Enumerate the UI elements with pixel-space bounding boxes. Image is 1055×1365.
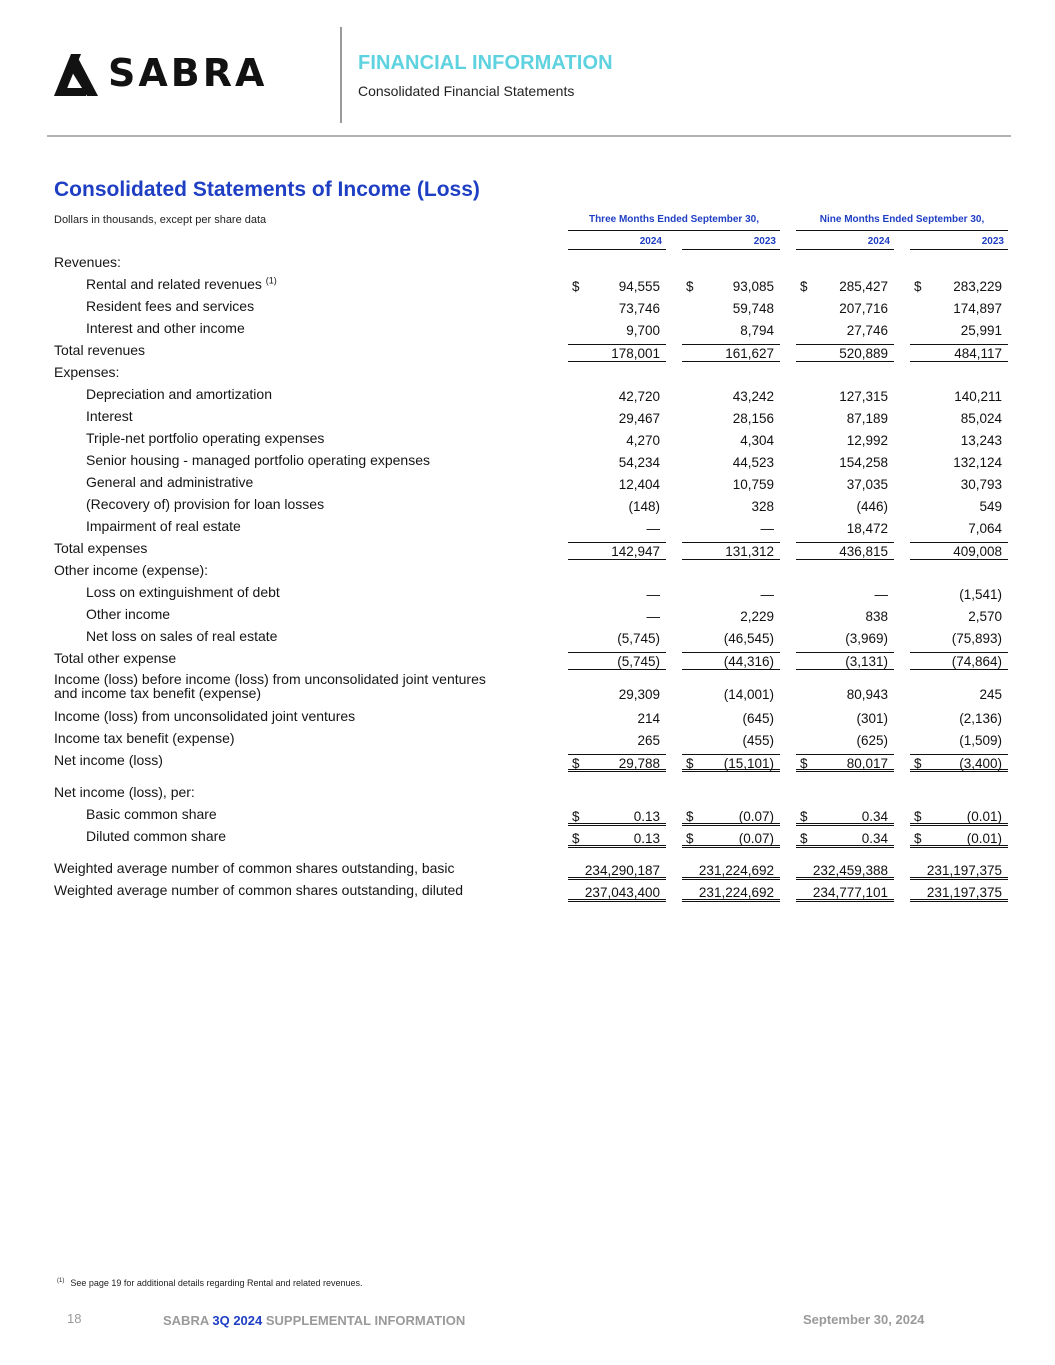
value-cell: $ 0.34 [796,808,894,826]
value-cell: (446) [856,499,888,514]
units-note: Dollars in thousands, except per share data [54,214,267,226]
value-cell: 132,124 [953,455,1002,470]
table-row [0,472,1055,494]
value-cell: 265 [637,733,660,748]
value-cell: (455) [742,733,774,748]
currency-symbol: $ [800,279,808,294]
value-cell: 37,035 [846,477,888,492]
row-label: Impairment of real estate [86,518,241,534]
page-number: 18 [67,1311,82,1326]
currency-symbol: $ [686,756,694,771]
value-cell: 13,243 [960,433,1002,448]
value-cell: $ (0.07) [682,830,780,848]
value-cell: 231,197,375 [910,884,1008,902]
year-header: 2023 [682,236,780,250]
table-row [0,362,1055,384]
table-row [0,826,1055,848]
value-cell: 43,242 [732,389,774,404]
year-header: 2024 [568,236,666,250]
value-cell: — [874,587,888,602]
row-label: Rental and related revenues $^{(1)}$ [86,275,277,292]
value-cell: 234,290,187 [568,862,666,880]
table-row [0,672,1055,706]
value-cell: $ (0.01) [910,830,1008,848]
table-row [0,340,1055,362]
value-cell: 142,947 [568,542,666,560]
three-months-header: Three Months Ended September 30, [568,214,780,231]
value-cell: $ 285,427 [800,279,888,294]
row-label: Total other expense [54,650,177,666]
value-cell: $ 0.34 [796,830,894,848]
value-cell: 28,156 [732,411,774,426]
table-row [0,384,1055,406]
footnote-marker: (1) [57,1278,65,1284]
value-cell: 29,467 [618,411,660,426]
table-row [0,604,1055,626]
currency-symbol: $ [572,756,580,771]
value-cell: 231,224,692 [682,884,780,902]
currency-symbol: $ [914,809,922,824]
currency-symbol: $ [572,279,580,294]
value-cell: (148) [628,499,660,514]
value-cell: 87,189 [846,411,888,426]
value-cell: $ 283,229 [914,279,1002,294]
value-cell: 59,748 [732,301,774,316]
value-cell: 436,815 [796,542,894,560]
table-row [0,450,1055,472]
row-label: Other income (expense): [54,562,209,578]
currency-symbol: $ [572,831,580,846]
footer-brand: SABRA 3Q 2024 SUPPLEMENTAL INFORMATION [163,1313,466,1328]
currency-symbol: $ [572,809,580,824]
value-cell: 549 [979,499,1002,514]
value-cell: (301) [856,711,888,726]
value-cell: 245 [979,687,1002,702]
value-cell: $ (0.01) [910,808,1008,826]
row-label: General and administrative [86,474,254,490]
value-cell: 85,024 [960,411,1002,426]
value-cell: (625) [856,733,888,748]
value-cell: (5,745) [568,652,666,670]
row-label: Revenues: [54,254,121,270]
value-cell: 231,224,692 [682,862,780,880]
table-row [0,880,1055,902]
value-cell: 8,794 [740,323,774,338]
value-cell: 409,008 [910,542,1008,560]
footnote: $^{(1)}$ See page 19 for additional details regarding Rental and related revenues. [57,1278,363,1288]
footer-date: September 30, 2024 [803,1312,925,1327]
value-cell: — [760,521,774,536]
section-subtitle: Consolidated Financial Statements [358,83,575,99]
currency-symbol: $ [914,831,922,846]
row-label: Basic common share [86,806,217,822]
value-cell: 12,404 [618,477,660,492]
nine-months-header: Nine Months Ended September 30, [796,214,1008,231]
row-label: Diluted common share [86,828,227,844]
table-row [0,728,1055,750]
table-row [0,274,1055,296]
value-cell: (46,545) [723,631,774,646]
table-row [0,804,1055,826]
value-cell: (44,316) [682,652,780,670]
year-header: 2024 [796,236,894,250]
value-cell: 27,746 [846,323,888,338]
section-title: FINANCIAL INFORMATION [358,52,613,74]
value-cell: 214 [637,711,660,726]
value-cell: 232,459,388 [796,862,894,880]
value-cell: (3,969) [845,631,888,646]
value-cell: 12,992 [846,433,888,448]
table-row [0,648,1055,670]
row-label: Income (loss) from unconsolidated joint ventures [54,708,356,724]
value-cell: 140,211 [954,389,1002,404]
value-cell: (75,893) [951,631,1002,646]
value-cell: 127,315 [839,389,888,404]
table-row [0,428,1055,450]
row-label: Total revenues [54,342,146,358]
table-row [0,296,1055,318]
currency-symbol: $ [686,831,694,846]
value-cell: 131,312 [682,542,780,560]
value-cell: 178,001 [568,344,666,362]
table-row [0,318,1055,340]
value-cell: 2,229 [740,609,774,624]
header-divider [340,27,342,123]
currency-symbol: $ [800,756,808,771]
table-row [0,706,1055,728]
currency-symbol: $ [686,809,694,824]
row-label: Net income (loss), per: [54,784,195,800]
value-cell: 80,943 [846,687,888,702]
value-cell: 42,720 [618,389,660,404]
value-cell: 237,043,400 [568,884,666,902]
row-label: Net income (loss) [54,752,163,768]
table-row [0,750,1055,772]
row-label: Depreciation and amortization [86,386,272,402]
row-label: Resident fees and services [86,298,255,314]
value-cell: 174,897 [953,301,1002,316]
value-cell: 4,304 [740,433,774,448]
sabra-logo-mark [52,50,106,98]
value-cell: 7,064 [968,521,1002,536]
table-row [0,494,1055,516]
value-cell: 10,759 [732,477,774,492]
currency-symbol: $ [800,831,808,846]
value-cell: — [646,587,660,602]
row-label: (Recovery of) provision for loan losses [86,496,325,512]
value-cell: $ 94,555 [572,279,660,294]
value-cell: — [646,521,660,536]
row-label: Total expenses [54,540,148,556]
footnote-marker: (1) [265,275,277,286]
row-label: Expenses: [54,364,120,380]
row-label: Loss on extinguishment of debt [86,584,280,600]
currency-symbol: $ [914,756,922,771]
value-cell: (1,541) [959,587,1002,602]
row-label: Net loss on sales of real estate [86,628,278,644]
header-rule [47,135,1011,137]
value-cell: 54,234 [618,455,660,470]
value-cell: (74,864) [910,652,1008,670]
row-label: Senior housing - managed portfolio operating expenses [86,452,431,468]
value-cell: — [646,609,660,624]
value-cell: (3,131) [796,652,894,670]
table-row [0,782,1055,804]
value-cell: 25,991 [960,323,1002,338]
table-row [0,560,1055,582]
value-cell: (645) [742,711,774,726]
value-cell: 18,472 [846,521,888,536]
currency-symbol: $ [914,279,922,294]
row-label: Income (loss) before income (loss) from unconsolidated joint ventures and income tax benefit (expense) [54,671,486,701]
table-row [0,626,1055,648]
table-row [0,252,1055,274]
value-cell: $ 29,788 [568,754,666,772]
currency-symbol: $ [686,279,694,294]
value-cell: 520,889 [796,344,894,362]
row-label: Interest [86,408,133,424]
row-label: Triple-net portfolio operating expenses [86,430,325,446]
row-label: Weighted average number of common shares outstanding, basic [54,860,455,876]
value-cell: 207,716 [839,301,888,316]
value-cell: 9,700 [626,323,660,338]
value-cell: 73,746 [618,301,660,316]
sabra-logo [52,50,296,100]
value-cell: 234,777,101 [796,884,894,902]
row-label: Interest and other income [86,320,245,336]
value-cell: (5,745) [617,631,660,646]
value-cell: 44,523 [732,455,774,470]
value-cell: $ 80,017 [796,754,894,772]
row-label: Income tax benefit (expense) [54,730,235,746]
value-cell: 154,258 [839,455,888,470]
table-row [0,406,1055,428]
value-cell: 4,270 [626,433,660,448]
value-cell: 838 [865,609,888,624]
value-cell: $ (3,400) [910,754,1008,772]
value-cell: — [760,587,774,602]
value-cell: 484,117 [910,344,1008,362]
value-cell: $ (0.07) [682,808,780,826]
value-cell: 231,197,375 [910,862,1008,880]
value-cell: 30,793 [960,477,1002,492]
value-cell: $ 0.13 [568,830,666,848]
value-cell: (1,509) [959,733,1002,748]
sabra-logo-wordmark: SABRA [108,51,268,95]
currency-symbol: $ [800,809,808,824]
value-cell: 29,309 [618,687,660,702]
value-cell: $ 93,085 [686,279,774,294]
value-cell: (2,136) [959,711,1002,726]
value-cell: 328 [751,499,774,514]
row-label: Weighted average number of common shares outstanding, diluted [54,882,464,898]
value-cell: 2,570 [968,609,1002,624]
page-title: Consolidated Statements of Income (Loss) [54,178,480,201]
table-row [0,582,1055,604]
table-row [0,538,1055,560]
table-row [0,516,1055,538]
table-row [0,858,1055,880]
value-cell: $ 0.13 [568,808,666,826]
year-header: 2023 [910,236,1008,250]
value-cell: $ (15,101) [682,754,780,772]
value-cell: (14,001) [723,687,774,702]
value-cell: 161,627 [682,344,780,362]
row-label: Other income [86,606,171,622]
